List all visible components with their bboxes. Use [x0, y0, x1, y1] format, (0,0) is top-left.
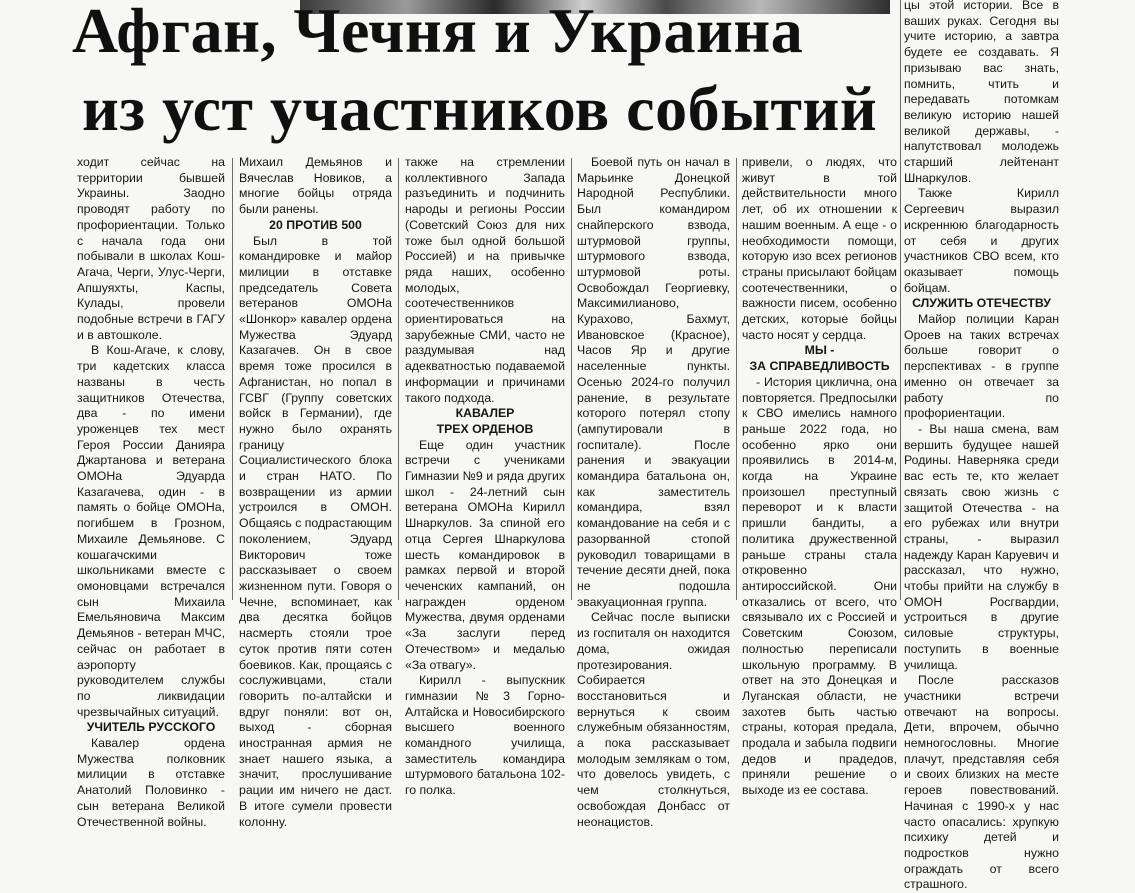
section-heading: МЫ - — [804, 343, 835, 358]
paragraph: Боевой путь он начал в Марьинке Донецкой Народной Республики. Был командиром снайперского взвода, штурмовой группы, штурмового взвода, штурмовой роты. Освобождал Георгиевку, Максимилианово, Курахово, Бахмут, Ивановское (Красное), Часов Яр и другие населенные пункты. Осенью 2024-го получил ранение, в результате которого потерял стопу (ампутировали в госпитале). После ранения и эвакуации командира батальона он, как заместитель командира, взял командование на себя и с разорванной стопой руководил товарищами в течение десяти дней, пока не подошла эвакуационная группа. — [577, 155, 730, 609]
paragraph: В Кош-Агаче, к слову, три кадетских класса названы в честь защитников Отечества, два - по имени уроженцев тех мест Героя России Данияра Джартанова и ветерана ОМОНа Эдуарда Казагачева, один - в память о бойце ОМОНа, погибшем в Грозном, Михаиле Демьянове. С кошагачскими школьниками вместе с омоновцами встречался сын Михаила Емельяновича Максим Демьянов - ветеран МЧС, сейчас он работает в аэропорту руководителем службы по ликвидации чрезвычайных ситуаций. — [77, 343, 225, 719]
section-heading: КАВАЛЕР — [455, 406, 515, 421]
paragraph: Еще один участник встречи с учениками Гимназии №9 и ряда других школ - 24-летний сын ветерана ОМОНа Кирилл Шнаркулов. За спиной его отца Сергея Шнаркулова шесть командировок в рамках первой и второй чеченских кампаний, он награжден орденом Мужества, двумя орденами «За заслуги перед Отечеством» и медалью «За отвагу». — [405, 437, 565, 672]
paragraph: Также Кирилл Сергеевич выразил искреннюю благодарность от себя и других участников СВО всем, кто оказывает помощь бойцам. — [904, 186, 1059, 295]
paragraph: Майор полиции Каран Ороев на таких встречах больше говорит о перспективах - в группе именно он отвечает за работу по профориентации. — [904, 312, 1059, 421]
article-column-1 — [77, 155, 225, 829]
paragraph: После рассказов участники встречи отвечают на вопросы. Дети, впрочем, обычно немногословны. Многие плачут, представляя себя и своих близких на месте героев повествований. Начиная с 1990-х у нас часто опасались: хрупкую психику детей и подростков нужно ограждать от всего страшного. — [904, 673, 1059, 892]
section-heading: 20 ПРОТИВ 500 — [269, 217, 362, 232]
paragraph: Сейчас после выписки из госпиталя он находится дома, ожидая протезирования. Собирается восстановиться и вернуться к своим служебным обязанностям, а пока рассказывает молодым землякам о том, что довелось увидеть, с чем столкнуться, освобождая Донбасс от неонацистов. — [577, 610, 730, 829]
paragraph: также на стремлении коллективного Запада разъединить и подчинить народы и регионы России (Советский Союз для них тоже был одной большой Россией) и на привычке ряда наших, особенно молодых, соотечественников ориентироваться на зарубежные СМИ, часто не раздумывая над адекватностью подаваемой информации и причинами такого подхода. — [405, 155, 565, 405]
section-heading: СЛУЖИТЬ ОТЕЧЕСТВУ — [912, 296, 1051, 311]
paragraph: Михаил Демьянов и Вячеслав Новиков, а многие бойцы отряда были ранены. — [239, 155, 392, 217]
headline-line-1: Афган, Чечня и Украина — [72, 0, 804, 66]
paragraph: - История циклична, она повторяется. Предпосылки к СВО имелись намного раньше 2022 года, но особенно ярко они проявились в 2014-м, когда на Украине произошел преступный переворот и к власти пришли бандиты, а политика дружественной раньше страны стала откровенно антироссийской. Они отказались от всего, что связывало их с Россией и Советским Союзом, полностью переписали школьную программу. В ответ на это Донецкая и Луганская области, не захотев быть частью страны, которая предала, продала и забыла подвиги дедов и прадедов, приняли решение о выходе из ее состава. — [742, 374, 897, 798]
headline-line-2: из уст участников событий — [82, 73, 878, 144]
headline — [62, 0, 902, 158]
column-rule — [398, 158, 399, 600]
section-heading: ТРЕХ ОРДЕНОВ — [436, 421, 534, 436]
article-column-5 — [742, 155, 897, 798]
section-heading: УЧИТЕЛЬ РУССКОГО — [86, 720, 216, 735]
paragraph: Был в той командировке и майор милиции в отставке председатель Совета ветеранов ОМОНа «Шонкор» кавалер ордена Мужества Эдуард Казагачев. Он в свое время тоже просился в Афганистан, но попал в ГСВГ (Группу советских войск в Германии), где нужно было охранять границу Социалистического блока и стран НАТО. По возвращении из армии устроился в ОМОН. Общаясь с подрастающим поколением, Эдуард Викторович тоже рассказывает о своем жизненном пути. Говоря о Чечне, вспоминает, как два десятка бойцов насмерть стояли трое суток против пяти сотен боевиков. Как, прощаясь с сослуживцами, стали говорить по-алтайски и вдруг поняли: вот он, выход - сборная иностранная армия не знает нашего языка, а значит, прослушивание рации им ничего не даст. В итоге сумели провести колонну. — [239, 233, 392, 829]
paragraph: привели, о людях, что живут в той действительности много лет, об их отношении к нашим военным. А еще - о необходимости помощи, которую изо всех регионов страны присылают бойцам соотечественники, о важности писем, особенно детских, которые бойцы часто носят у сердца. — [742, 155, 897, 342]
column-rule — [571, 158, 572, 600]
column-rule — [900, 0, 901, 600]
article-column-2 — [239, 155, 392, 829]
column-rule — [736, 158, 737, 600]
paragraph: ходит сейчас на территории бывшей Украины. Заодно проводят работу по профориентации. Только с начала года они побывали в школах Кош-Агача, Черги, Улус-Черги, Апшуяхты, Каспы, Кулады, провели подобные встречи в ГАГУ и в автошколе. — [77, 155, 225, 342]
paragraph: цы этой истории. Все в ваших руках. Сегодня вы учите историю, а завтра будете ее создавать. Я призываю вас знать, помнить, чтить и передавать потомкам великую историю нашей великой державы, - напутствовал молодежь старший лейтенант Шнаркулов. — [904, 0, 1059, 185]
article-column-3 — [405, 155, 565, 798]
paragraph: Кирилл - выпускник гимназии №3 Горно-Алтайска и Новосибирского высшего военного командного училища, заместитель командира штурмового батальона 102-го полка. — [405, 673, 565, 798]
article-column-4 — [577, 155, 730, 829]
section-heading: ЗА СПРАВЕДЛИВОСТЬ — [749, 359, 890, 374]
paragraph: Кавалер ордена Мужества полковник милиции в отставке Анатолий Половинко - сын ветерана Великой Отечественной войны. — [77, 736, 225, 829]
column-rule — [232, 158, 233, 600]
paragraph: - Вы наша смена, вам вершить будущее нашей Родины. Наверняка среди вас есть те, кто желает связать свою жизнь с защитой Отечества - на его рубежах или внутри страны, - выразил надежду Каран Каруевич и рассказал, что нужно, чтобы прийти на службу в ОМОН Росгвардии, устроиться в другие силовые структуры, поступить в военные училища. — [904, 421, 1059, 672]
article-column-6 — [904, 0, 1059, 892]
